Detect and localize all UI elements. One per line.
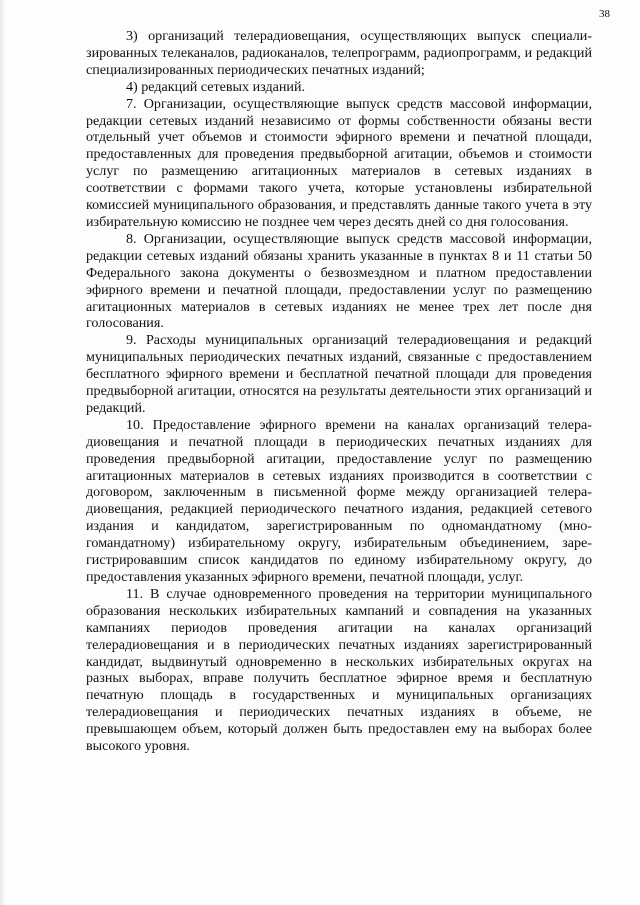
paragraph-7: 7. Организации, осуществляющие выпуск средств массовой информации, редакции сетевых изданий независимо от формы собственности обязаны вести отдельный учет объемов и стоимости эфирного времени и печатной площади, предоставленных для проведения предвыборной агитации, объемов и стоимости услуг по размещению агитационных материалов в сетевых изданиях в соответствии с формами такого учета, которые установлены избирательной комиссией муниципального образования, и представлять данные такого учета в эту избирательную комиссию не позднее чем через десять дней со дня голосования.	[86, 95, 592, 230]
paragraph-8: 8. Организации, осуществляющие выпуск средств массовой информации, редакции сетевых изданий обязаны хранить указанные в пунктах 8 и 11 статьи 50 Федерального закона документы о безвозмездном и платном предоставлении эфирного времени и печатной площади, предоставлении услуг по размещению агитационных материалов в сетевых изданиях не менее трех лет после дня голосования.	[86, 230, 592, 332]
document-body	[86, 28, 592, 755]
scan-edge-shadow	[0, 0, 6, 905]
paragraph-item-3: 3) организаций телерадиовещания, осуществляющих выпуск специализированных телеканалов, радиоканалов, телепрограмм, радиопрограмм, и редакций специализированных периодических печатных изданий;	[86, 28, 592, 78]
paragraph-10: 10. Предоставление эфирного времени на каналах организаций телерадиовещания и печатной площади в периодических печатных изданиях для проведения предвыборной агитации, предоставление услуг по размещению агитационных материалов в сетевых изданиях производится в соответствии с договором, заключенным в письменной форме между организацией телерадиовещания, редакцией периодического печатного издания, редакцией сетевого издания и кандидатом, зарегистрированным по одномандатному (многомандатному) избирательному округу, избирательным объединением, зарегистрировавшим список кандидатов по единому избирательному округу, до предоставления указанных эфирного времени, печатной площади, услуг.	[86, 416, 592, 585]
page-number: 38	[599, 8, 610, 20]
paragraph-11: 11. В случае одновременного проведения на территории муниципального образования нескольких избирательных кампаний и совпадения на указанных кампаниях периодов проведения агитации на каналах организаций телерадиовещания и в периодических печатных изданиях зарегистрированный кандидат, выдвинутый одновременно в нескольких избирательных округах на разных выборах, вправе получить бесплатное эфирное время и бесплатную печатную площадь в государственных и муниципальных организациях телерадиовещания и периодических печатных изданиях в объеме, не превышающем объем, который должен быть предоставлен ему на выборах более высокого уровня.	[86, 585, 592, 755]
paragraph-item-4: 4) редакций сетевых изданий.	[126, 78, 306, 95]
paragraph-9: 9. Расходы муниципальных организаций телерадиовещания и редакций муниципальных периодических печатных изданий, связанные с предоставлением бесплатного эфирного времени и бесплатной печатной площади для проведения предвыборной агитации, относятся на результаты деятельности этих организаций и редакций.	[86, 332, 592, 416]
